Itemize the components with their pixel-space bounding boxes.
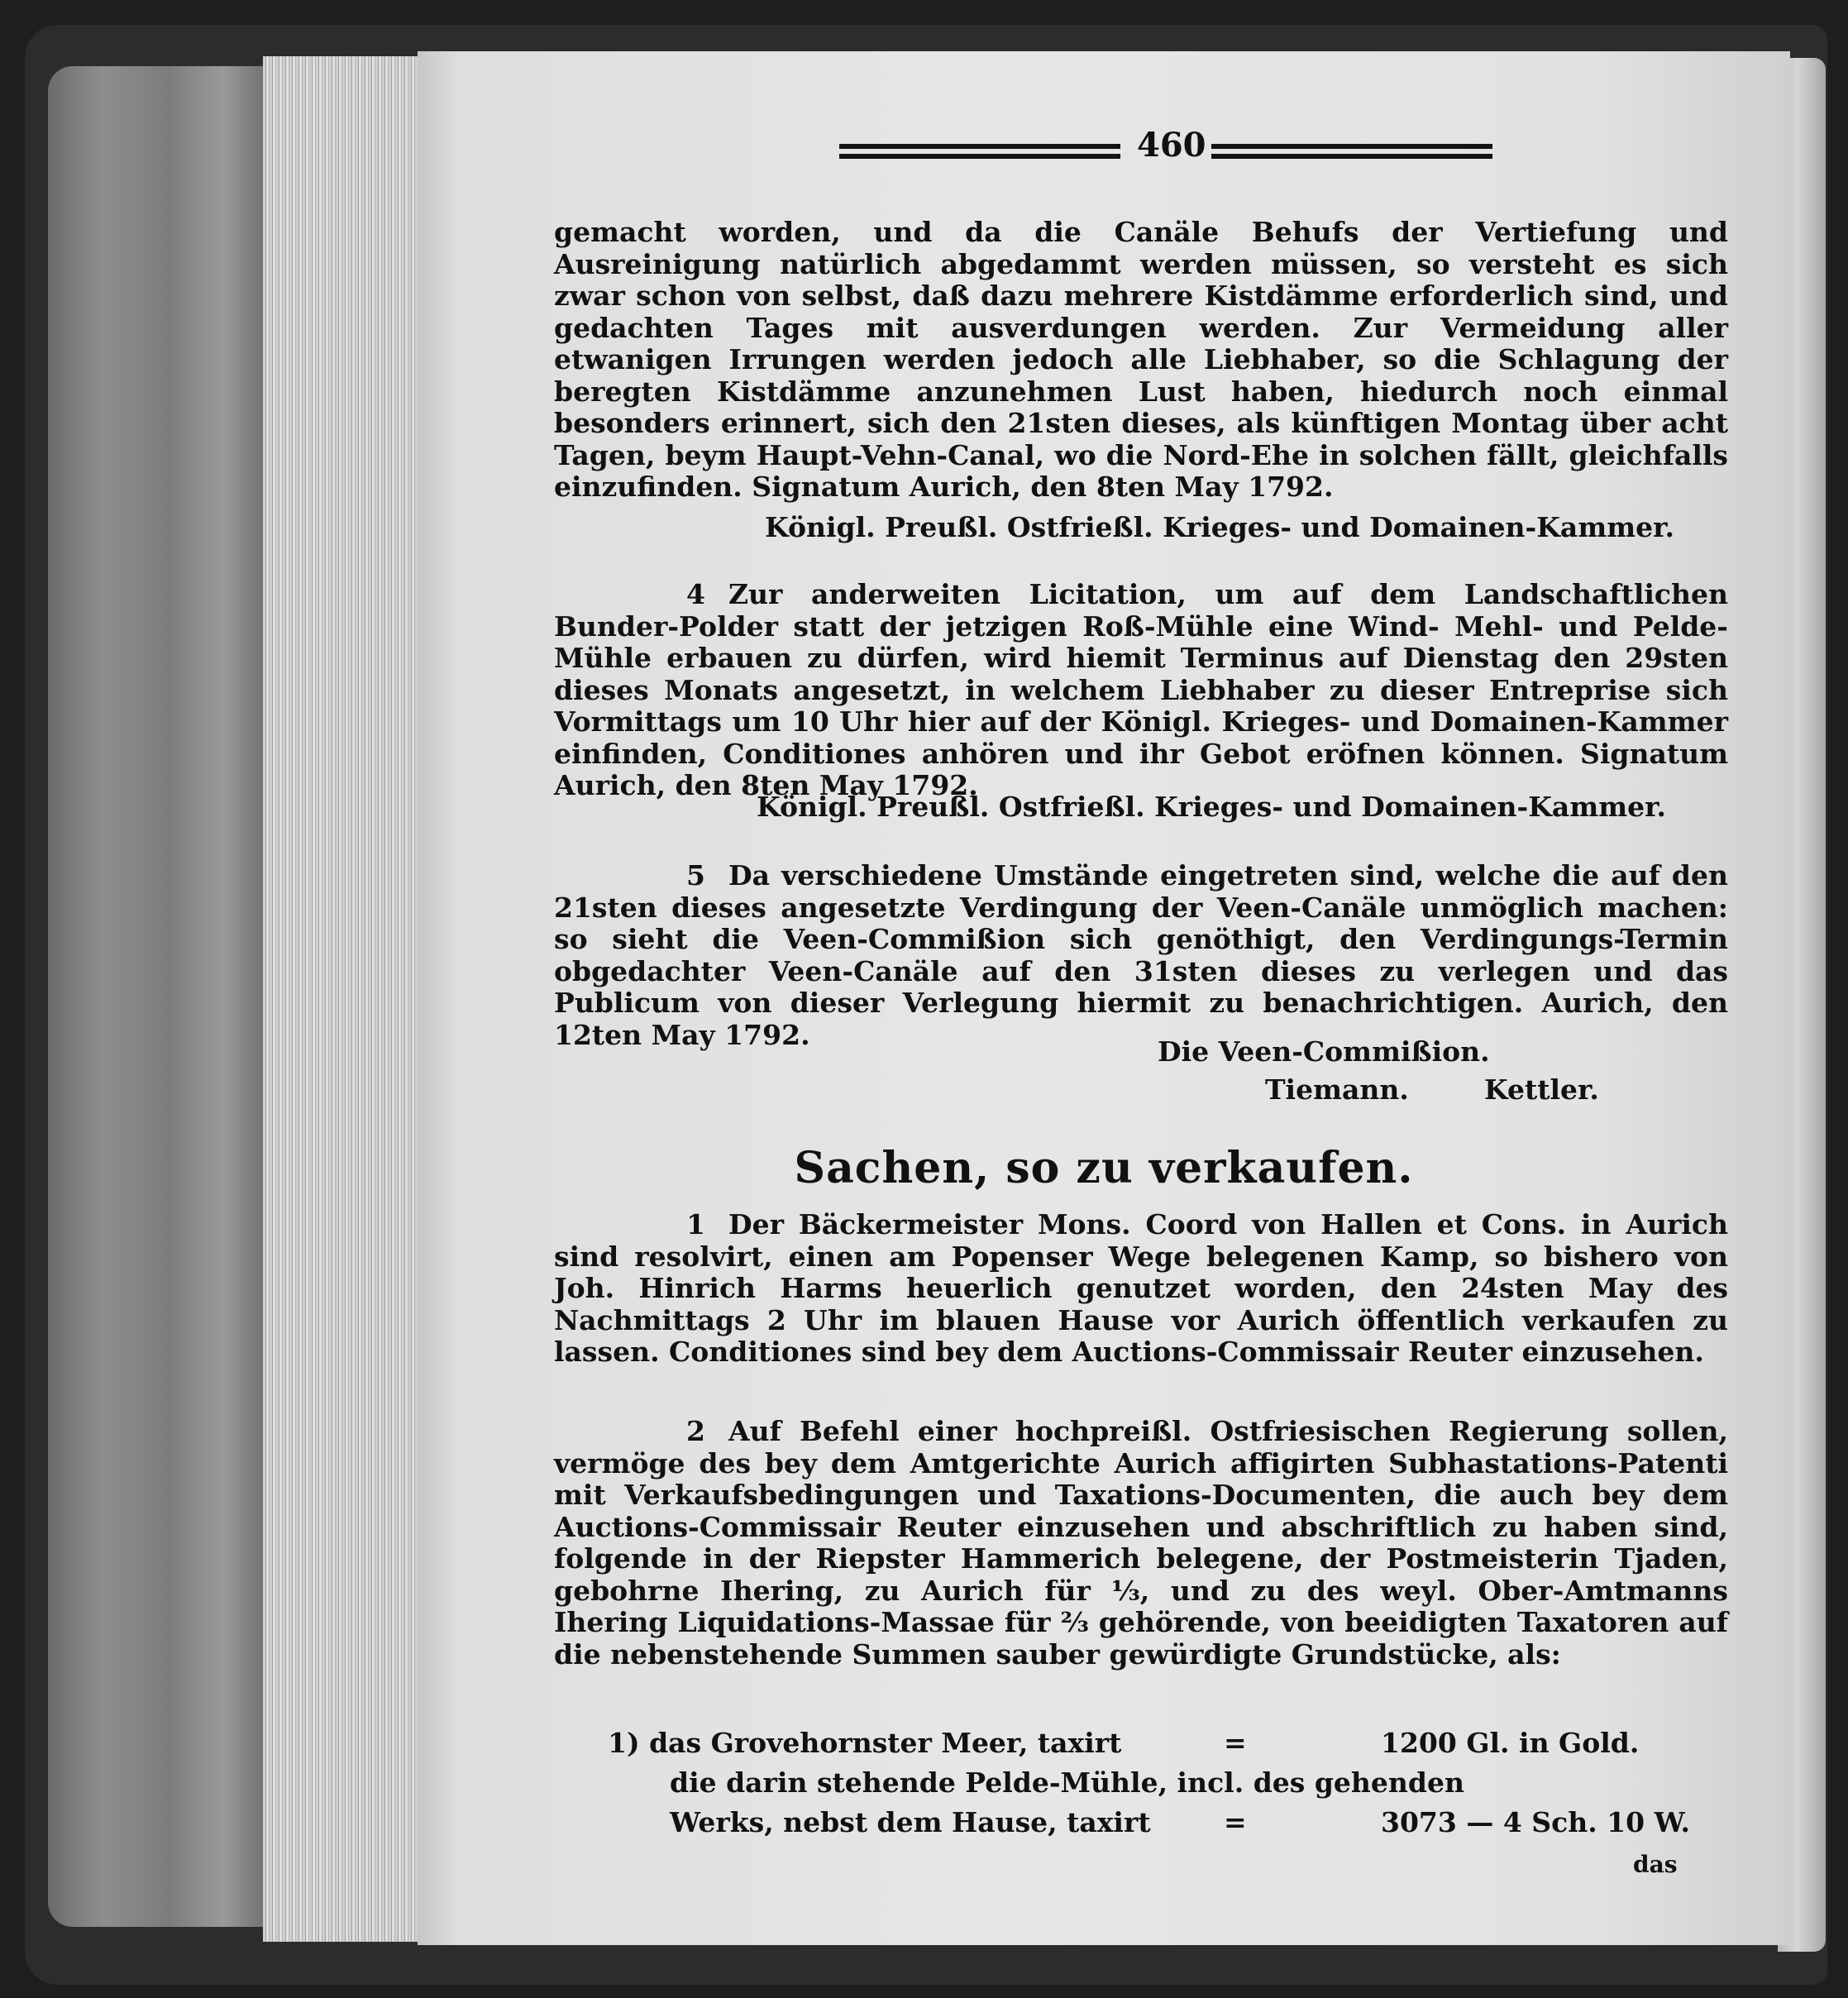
paragraph-number: 5 [686, 859, 705, 891]
item-marker: = [1224, 1806, 1247, 1838]
sale-paragraph-1 [554, 1209, 1728, 1369]
signature-name-kettler: Kettler. [1484, 1073, 1599, 1106]
paragraph-text: Der Bäckermeister Mons. Coord von Hallen et Cons. in Aurich sind resolvirt, einen am Popenser Wege belegenen Kamp, so bishero von Joh. Hinrich Harms heuerlich genutzet worden, den 24sten May des Nachmittags 2 Uhr im blauen Hause vor Aurich öffentlich verkaufen zu lassen. Conditiones sind bey dem Auctions-Commissair Reuter einzusehen. [554, 1208, 1728, 1368]
page-number: 460 [1137, 126, 1206, 165]
notice-paragraph-5 [554, 860, 1728, 1051]
signature-name-tiemann: Tiemann. [1265, 1073, 1409, 1106]
paragraph-text: Zur anderweiten Licitation, um auf dem Landschaftlichen Bunder-Polder statt der jetzigen Roß-Mühle eine Wind- Mehl- und Pelde-Mühle erbauen zu dürfen, wird hiemit Terminus auf Dienstag den 29sten dieses Monats angesetzt, in welchem Liebhaber zu dieser Entreprise sich Vormittags um 10 Uhr hier auf der Königl. Krieges- und Domainen-Kammer einfinden, Conditiones anhören und ihr Gebot eröfnen können. Signatum Aurich, den 8ten May 1792. [554, 578, 1728, 801]
signature-kammer: Königl. Preußl. Ostfrießl. Krieges- und Domainen-Kammer. [765, 511, 1674, 543]
item-marker: = [1224, 1727, 1247, 1759]
paragraph-text: Da verschiedene Umstände eingetreten sind, welche die auf den 21sten dieses angesetzte Verdingung der Veen-Canäle unmöglich machen: so sieht die Veen-Commißion sich genöthigt, den Verdingungs-Termin obgedachter Veen-Canäle auf den 31sten dieses zu verlegen und das Publicum von dieser Verlegung hiermit zu benachrichtigen. Aurich, den 12ten May 1792. [554, 859, 1728, 1051]
paragraph-number: 4 [686, 578, 705, 610]
section-title: Sachen, so zu verkaufen. [794, 1143, 1414, 1193]
marbled-cover-edge [48, 66, 267, 1927]
header-rule-left [839, 144, 1120, 159]
paragraph-number: 1 [686, 1208, 705, 1240]
notice-paragraph-continued [554, 217, 1728, 504]
paragraph-text: Auf Befehl einer hochpreißl. Ostfriesischen Regierung sollen, vermöge des bey dem Amtgerichte Aurich affigirten Subhastations-Patenti mit Verkaufsbedingungen und Taxations-Documenten, die auch bey dem Auctions-Commissair Reuter einzusehen und abschriftlich zu haben sind, folgende in der Riepster Hammerich belegene, der Postmeisterin Tjaden, gebohrne Ihering, zu Aurich für ⅓, und zu des weyl. Ober-Amtmanns Ihering Liquidations-Massae für ⅔ gehörende, von beeidigten Taxatoren auf die nebenstehende Summen sauber gewürdigte Grundstücke, als: [554, 1415, 1728, 1671]
page-block-edges [263, 56, 424, 1942]
sale-paragraph-2 [554, 1416, 1728, 1671]
paragraph-number: 2 [686, 1415, 705, 1447]
item-label: Werks, nebst dem Hause, taxirt [670, 1806, 1151, 1838]
book-page [418, 51, 1790, 1945]
page-header [418, 126, 1790, 184]
paragraph-text: gemacht worden, und da die Canäle Behufs der Vertiefung und Ausreinigung natürlich abgedammt werden müssen, so versteht es sich zwar schon von selbst, daß dazu mehrere Kistdämme erforderlich sind, und gedachten Tages mit ausverdungen werden. Zur Vermeidung aller etwanigen Irrungen werden jedoch alle Liebhaber, so die Schlagung der beregten Kistdämme anzunehmen Lust haben, hiedurch noch einmal besonders erinnert, sich den 21sten dieses, als künftigen Montag über acht Tagen, beym Haupt-Vehn-Canal, wo die Nord-Ehe in solchen fällt, gleichfalls einzufinden. Signatum Aurich, den 8ten May 1792. [554, 216, 1728, 503]
header-rule-right [1211, 144, 1492, 159]
item-price: 1200 Gl. in Gold. [1381, 1727, 1640, 1759]
signature-kammer: Königl. Preußl. Ostfrießl. Krieges- und Domainen-Kammer. [757, 791, 1666, 823]
item-label: 1) das Grovehornster Meer, taxirt [608, 1727, 1122, 1759]
catchword: das [1633, 1851, 1678, 1878]
item-price: 3073 — 4 Sch. 10 W. [1381, 1806, 1690, 1838]
signature-commission: Die Veen-Commißion. [1158, 1035, 1490, 1068]
notice-paragraph-4 [554, 579, 1728, 802]
item-label: die darin stehende Pelde-Mühle, incl. des gehenden [670, 1766, 1464, 1799]
